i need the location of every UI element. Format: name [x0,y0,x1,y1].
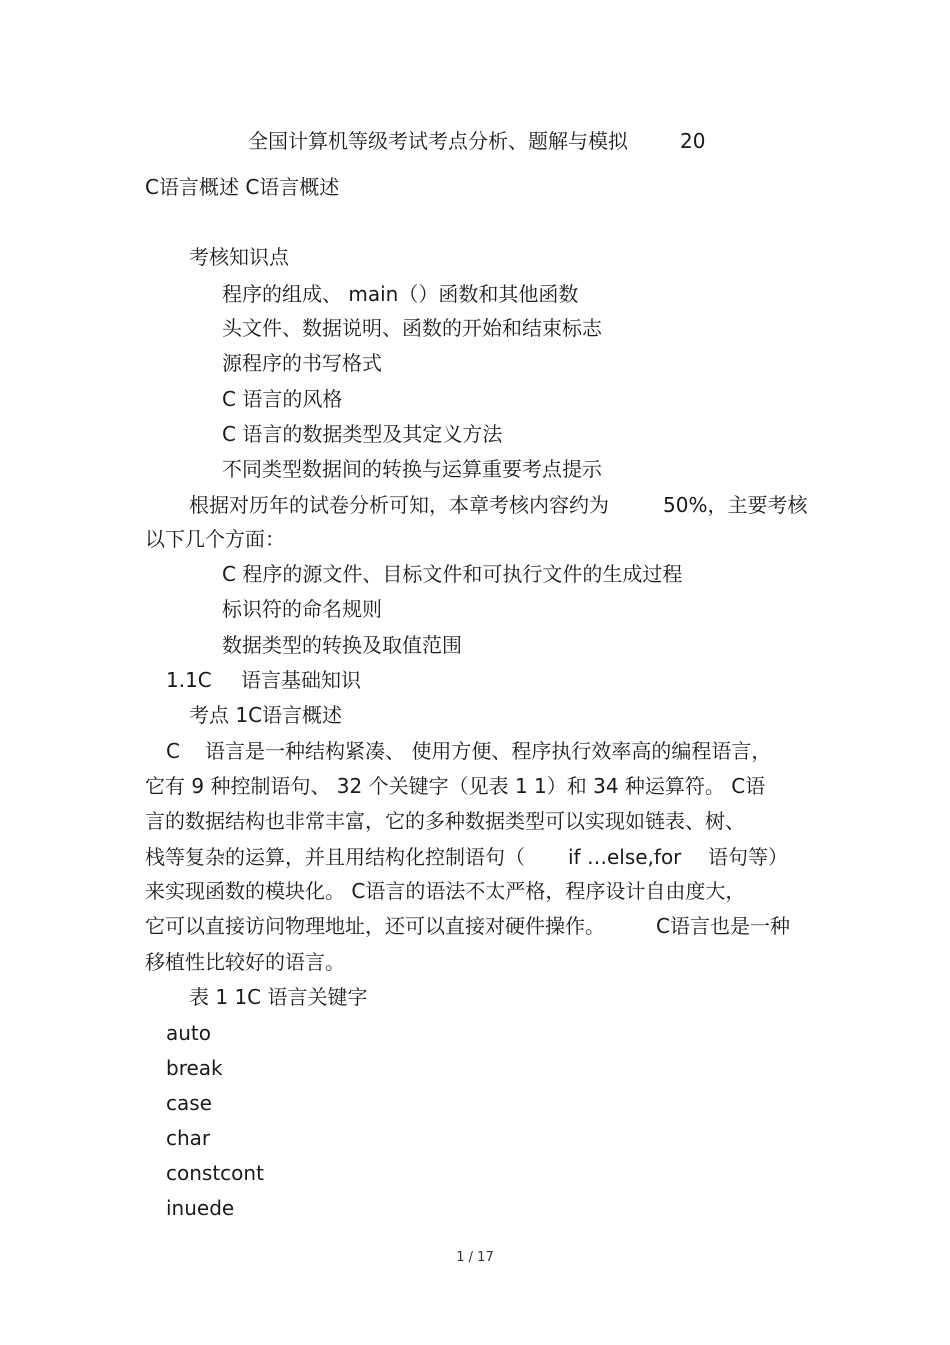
section-heading-knowledge: 考核知识点 [189,245,289,269]
document-title-number: 20 [680,129,706,153]
paragraph-line: 它有 9 种控制语句、 32 个关键字（见表 1 1）和 34 种运算符。 C语 [145,774,766,798]
keyword-item: break [166,1056,223,1080]
document-title [248,127,628,155]
keyword-item: char [166,1126,211,1150]
focus-item: 数据类型的转换及取值范围 [222,633,462,657]
knowledge-item: 程序的组成、 main（）函数和其他函数 [222,282,579,306]
knowledge-item: 不同类型数据间的转换与运算重要考点提示 [222,457,602,481]
knowledge-item: 源程序的书写格式 [222,351,382,375]
paragraph-line: 它可以直接访问物理地址，还可以直接对硬件操作。 [145,914,605,938]
focus-item: C 程序的源文件、目标文件和可执行文件的生成过程 [222,562,683,586]
knowledge-item: C 语言的风格 [222,387,343,411]
table-caption: 表 1 1C 语言关键字 [189,985,368,1009]
paragraph-line: 语句等） [708,845,788,869]
title-text: 全国计算机等级考试考点分析、题解与模拟 [248,129,628,153]
section-number: 1.1C [166,668,212,692]
keyword-item: auto [166,1021,212,1045]
keyword-item: constcont [166,1161,264,1185]
page-indicator: 1 / 17 [456,1250,494,1265]
keyword-item: inuede [166,1196,235,1220]
knowledge-item: 头文件、数据说明、函数的开始和结束标志 [222,316,602,340]
focus-item: 标识符的命名规则 [222,597,382,621]
keyword-item: case [166,1091,212,1115]
exam-point-title: 考点 1C语言概述 [189,703,343,727]
chapter-subtitle: C语言概述 C语言概述 [145,175,340,199]
paragraph-line: C语言也是一种 [656,914,790,938]
section-title: 语言基础知识 [241,668,361,692]
paragraph-line: 语言是一种结构紧凑、 使用方便、程序执行效率高的编程语言， [205,739,772,763]
intro-text-percent: 50%，主要考核 [663,493,808,517]
paragraph-line: 来实现函数的模块化。 C语言的语法不太严格，程序设计自由度大， [145,879,746,903]
intro-text: 以下几个方面： [145,527,285,551]
paragraph-line: if …else,for [568,845,682,869]
paragraph-line: C [166,739,180,763]
knowledge-item: C 语言的数据类型及其定义方法 [222,422,503,446]
paragraph-line: 移植性比较好的语言。 [145,950,345,974]
paragraph-line: 栈等复杂的运算，并且用结构化控制语句（ [145,845,525,869]
intro-text: 根据对历年的试卷分析可知，本章考核内容约为 [189,493,609,517]
paragraph-line: 言的数据结构也非常丰富，它的多种数据类型可以实现如链表、树、 [145,809,745,833]
